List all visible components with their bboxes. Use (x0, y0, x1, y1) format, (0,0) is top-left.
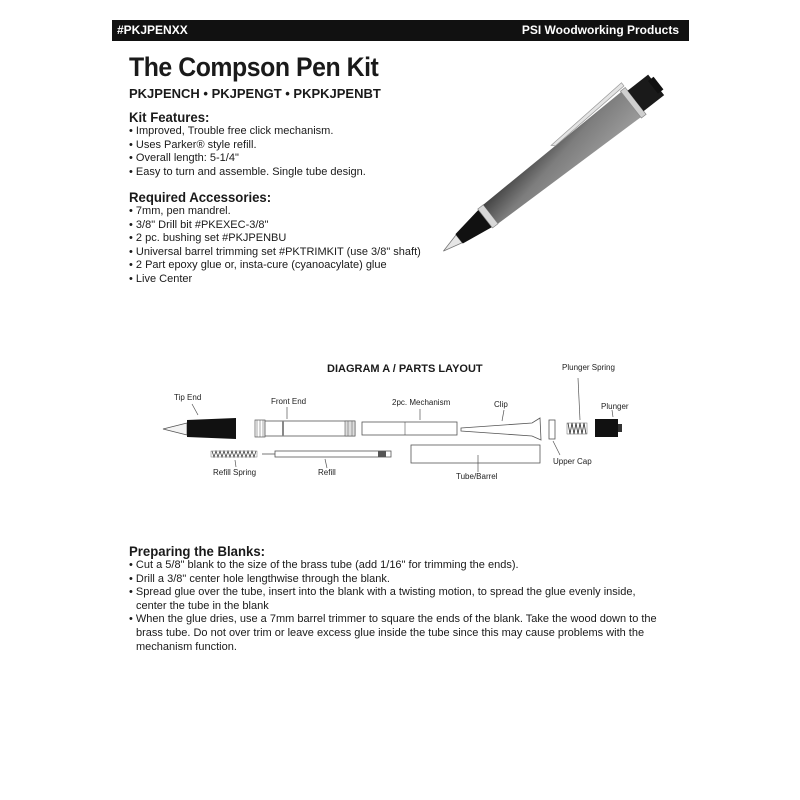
list-item: • When the glue dries, use a 7mm barrel trimmer to square the ends of the blank. Take the wood down to the brass tube. Do not over trim or leave excess glue inside the tube since this may cause problems with the mechanism function. (129, 613, 659, 654)
diagram-title: DIAGRAM A / PARTS LAYOUT (327, 363, 483, 375)
accessories-heading: Required Accessories: (129, 189, 272, 205)
label-tube-barrel: Tube/Barrel (456, 472, 498, 481)
product-code: #PKJPENXX (117, 23, 188, 37)
list-item: • Improved, Trouble free click mechanism. (129, 125, 366, 139)
label-upper-cap: Upper Cap (553, 457, 592, 466)
features-heading: Kit Features: (129, 109, 210, 125)
list-item: • Easy to turn and assemble. Single tube design. (129, 166, 366, 180)
preparing-list (129, 559, 659, 654)
list-item: • Universal barrel trimming set #PKTRIMKIT (use 3/8" shaft) (129, 246, 421, 260)
label-clip: Clip (494, 400, 508, 409)
label-refill: Refill (318, 468, 336, 477)
list-item: • Cut a 5/8" blank to the size of the brass tube (add 1/16" for trimming the ends). (129, 559, 659, 573)
label-tip-end: Tip End (174, 393, 202, 402)
label-mechanism: 2pc. Mechanism (392, 398, 451, 407)
label-front-end: Front End (271, 397, 307, 406)
list-item: • 3/8" Drill bit #PKEXEC-3/8" (129, 219, 421, 233)
preparing-heading: Preparing the Blanks: (129, 543, 266, 559)
list-item: • Live Center (129, 273, 421, 287)
label-plunger-spring: Plunger Spring (562, 363, 615, 372)
list-item: • Spread glue over the tube, insert into the blank with a twisting motion, to spread the glue evenly inside, center the tube in the blank (129, 586, 659, 613)
kit-codes: PKJPENCH • PKJPENGT • PKPKJPENBT (129, 86, 381, 101)
list-item: • 2 Part epoxy glue or, insta-cure (cyanoacylate) glue (129, 259, 421, 273)
list-item: • Drill a 3/8" center hole lengthwise through the blank. (129, 573, 659, 587)
list-item: • Uses Parker® style refill. (129, 139, 366, 153)
list-item: • 7mm, pen mandrel. (129, 205, 421, 219)
page-title: The Compson Pen Kit (129, 52, 379, 82)
label-plunger: Plunger (601, 402, 629, 411)
list-item: • Overall length: 5-1/4" (129, 152, 366, 166)
list-item: • 2 pc. bushing set #PKJPENBU (129, 232, 421, 246)
label-refill-spring: Refill Spring (213, 468, 257, 477)
brand-name: PSI Woodworking Products (521, 23, 679, 37)
